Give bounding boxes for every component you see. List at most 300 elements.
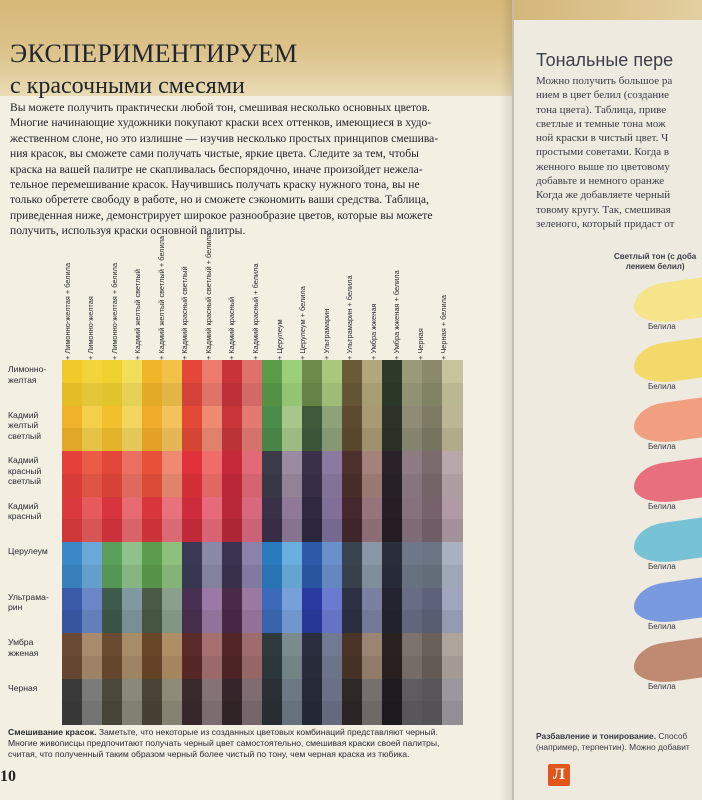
color-swatch-cell <box>262 428 283 451</box>
color-swatch-cell <box>142 406 163 429</box>
color-swatch-cell <box>422 474 443 497</box>
color-swatch-cell <box>182 656 203 679</box>
color-swatch-cell <box>422 497 443 520</box>
color-swatch-cell <box>382 633 403 656</box>
color-swatch-cell <box>362 565 383 588</box>
color-swatch-cell <box>182 565 203 588</box>
color-swatch-cell <box>382 428 403 451</box>
caption-line-1 <box>8 727 478 738</box>
color-swatch-cell <box>322 519 343 542</box>
color-swatch-cell <box>222 633 243 656</box>
color-swatch-cell <box>122 565 143 588</box>
color-swatch-cell <box>102 383 123 406</box>
color-swatch-cell <box>402 565 423 588</box>
color-swatch-cell <box>402 588 423 611</box>
color-swatch-cell <box>242 474 263 497</box>
color-swatch-cell <box>262 406 283 429</box>
color-swatch-cell <box>362 451 383 474</box>
color-swatch-cell <box>282 565 303 588</box>
color-swatch-cell <box>82 383 103 406</box>
color-swatch-cell <box>142 679 163 702</box>
page-number: 10 <box>0 768 16 785</box>
color-swatch-cell <box>102 679 123 702</box>
column-header-text: + Кадмий красный светлый + белила <box>203 233 213 360</box>
color-swatch-cell <box>402 519 423 542</box>
color-swatch-cell <box>322 701 343 724</box>
color-swatch-cell <box>202 656 223 679</box>
color-swatch-cell <box>242 701 263 724</box>
color-swatch-cell <box>282 656 303 679</box>
color-swatch-cell <box>202 542 223 565</box>
color-swatch-cell <box>262 383 283 406</box>
color-swatch-cell <box>342 360 363 383</box>
color-swatch-cell <box>282 610 303 633</box>
color-swatch-cell <box>102 701 123 724</box>
color-swatch-cell <box>122 679 143 702</box>
color-swatch-cell <box>242 565 263 588</box>
color-swatch-cell <box>142 360 163 383</box>
color-swatch-cell <box>342 428 363 451</box>
color-swatch-cell <box>442 588 463 611</box>
color-swatch-cell <box>182 360 203 383</box>
color-swatch-cell <box>382 565 403 588</box>
color-mixing-grid <box>62 360 462 724</box>
color-swatch-cell <box>282 474 303 497</box>
color-swatch-cell <box>342 701 363 724</box>
color-swatch-cell <box>182 610 203 633</box>
intro-line: ния красок, вы сможете сами получать чистые, яркие цвета. Следите за тем, чтобы <box>10 147 419 161</box>
color-swatch-cell <box>282 360 303 383</box>
column-header-text: + Лимонно-желтая <box>86 296 96 360</box>
color-swatch-cell <box>182 406 203 429</box>
color-swatch-cell <box>82 406 103 429</box>
color-swatch-cell <box>162 497 183 520</box>
column-header <box>203 233 227 360</box>
color-swatch-cell <box>222 679 243 702</box>
swatch-header-line-2: лением белил) <box>625 262 685 271</box>
color-swatch-cell <box>262 497 283 520</box>
color-swatch-cell <box>322 588 343 611</box>
tint-swatch <box>634 517 702 567</box>
color-swatch-cell <box>202 451 223 474</box>
column-header-text: + Кадмий красный <box>227 296 237 360</box>
color-swatch-cell <box>222 497 243 520</box>
color-swatch-cell <box>382 519 403 542</box>
color-swatch-cell <box>222 610 243 633</box>
color-swatch-cell <box>242 633 263 656</box>
column-header <box>109 240 133 360</box>
color-swatch-cell <box>222 656 243 679</box>
color-swatch-cell <box>102 610 123 633</box>
color-swatch-cell <box>342 588 363 611</box>
caption-line-1-text: Заметьте, что некоторые из созданных цветовых комбинаций представляют черный. <box>96 727 438 737</box>
color-swatch-cell <box>182 497 203 520</box>
color-swatch-cell <box>302 633 323 656</box>
swatch-label: Белила <box>648 562 676 571</box>
column-header <box>227 240 250 360</box>
color-swatch-cell <box>82 588 103 611</box>
swatch-label: Белила <box>648 502 676 511</box>
column-header <box>274 240 298 360</box>
color-swatch-cell <box>62 588 83 611</box>
color-swatch-cell <box>202 406 223 429</box>
color-swatch-cell <box>222 588 243 611</box>
right-body-line: светлые и темные тона мож <box>536 117 666 130</box>
color-swatch-cell <box>402 474 423 497</box>
color-swatch-cell <box>442 360 463 383</box>
color-swatch-cell <box>82 542 103 565</box>
color-swatch-cell <box>122 406 143 429</box>
caption-title: Смешивание красок. <box>8 727 97 737</box>
title-line-1: ЭКСПЕРИМЕНТИРУЕМ <box>10 39 298 68</box>
column-header-text: + Умбра жженая <box>368 303 378 360</box>
right-page-title: Тональные пере <box>536 50 674 70</box>
color-swatch-cell <box>242 428 263 451</box>
color-swatch-cell <box>122 610 143 633</box>
color-swatch-cell <box>122 497 143 520</box>
right-caption-line-1 <box>536 731 690 742</box>
color-swatch-cell <box>262 451 283 474</box>
swatch-table-header <box>614 252 696 272</box>
color-swatch-cell <box>242 497 263 520</box>
color-swatch-cell <box>162 565 183 588</box>
color-swatch-cell <box>442 679 463 702</box>
color-swatch-cell <box>442 406 463 429</box>
color-swatch-cell <box>62 383 83 406</box>
color-swatch-cell <box>302 656 323 679</box>
color-swatch-cell <box>102 519 123 542</box>
color-swatch-cell <box>102 633 123 656</box>
color-swatch-cell <box>82 451 103 474</box>
color-swatch-cell <box>202 428 223 451</box>
color-swatch-cell <box>62 360 83 383</box>
color-swatch-cell <box>222 428 243 451</box>
color-swatch-cell <box>402 451 423 474</box>
color-swatch-cell <box>322 679 343 702</box>
color-swatch-cell <box>342 519 363 542</box>
color-swatch-cell <box>362 474 383 497</box>
color-swatch-cell <box>422 656 443 679</box>
color-swatch-cell <box>122 588 143 611</box>
right-body-line: тона цвета). Таблица, приве <box>536 103 667 116</box>
page-title <box>10 38 298 102</box>
color-swatch-cell <box>62 519 83 542</box>
color-swatch-cell <box>282 588 303 611</box>
color-swatch-cell <box>382 610 403 633</box>
column-header-text: + Черная <box>415 328 425 360</box>
color-swatch-cell <box>302 542 323 565</box>
color-swatch-cell <box>82 656 103 679</box>
color-swatch-cell <box>162 679 183 702</box>
color-swatch-cell <box>222 360 243 383</box>
color-swatch-cell <box>402 360 423 383</box>
color-swatch-cell <box>82 679 103 702</box>
color-swatch-cell <box>222 565 243 588</box>
color-swatch-cell <box>242 656 263 679</box>
color-swatch-cell <box>182 451 203 474</box>
color-swatch-cell <box>102 360 123 383</box>
color-swatch-cell <box>382 701 403 724</box>
color-swatch-cell <box>362 679 383 702</box>
color-swatch-cell <box>142 701 163 724</box>
right-body-line: зеленого, который придаст от <box>536 217 675 230</box>
color-swatch-cell <box>162 542 183 565</box>
color-swatch-cell <box>102 474 123 497</box>
column-header <box>62 240 86 360</box>
right-body-line: добавьте и немного оранже <box>536 175 665 188</box>
color-swatch-cell <box>82 474 103 497</box>
color-swatch-cell <box>362 542 383 565</box>
swatch-label: Белила <box>648 622 676 631</box>
row-label: Кадмий желтый светлый <box>8 409 41 441</box>
color-swatch-cell <box>322 542 343 565</box>
color-swatch-cell <box>242 406 263 429</box>
color-swatch-cell <box>262 588 283 611</box>
color-swatch-cell <box>442 656 463 679</box>
color-swatch-cell <box>142 656 163 679</box>
color-swatch-cell <box>102 428 123 451</box>
color-swatch-cell <box>302 383 323 406</box>
color-swatch-cell <box>202 679 223 702</box>
color-swatch-cell <box>82 701 103 724</box>
color-swatch-cell <box>182 474 203 497</box>
color-swatch-cell <box>322 428 343 451</box>
color-swatch-cell <box>442 474 463 497</box>
color-swatch-cell <box>162 588 183 611</box>
column-header <box>86 240 109 360</box>
color-swatch-cell <box>62 497 83 520</box>
color-swatch-cell <box>142 497 163 520</box>
color-swatch-cell <box>442 542 463 565</box>
color-swatch-cell <box>162 428 183 451</box>
color-swatch-cell <box>202 383 223 406</box>
color-swatch-cell <box>322 360 343 383</box>
tint-swatch <box>634 577 702 627</box>
column-header <box>133 240 156 360</box>
color-swatch-cell <box>342 633 363 656</box>
color-swatch-cell <box>262 519 283 542</box>
color-swatch-cell <box>382 451 403 474</box>
color-swatch-cell <box>362 519 383 542</box>
color-swatch-cell <box>182 701 203 724</box>
color-swatch-cell <box>422 406 443 429</box>
color-swatch-cell <box>282 497 303 520</box>
color-swatch-cell <box>202 474 223 497</box>
color-swatch-cell <box>442 701 463 724</box>
color-swatch-cell <box>162 701 183 724</box>
color-swatch-cell <box>82 519 103 542</box>
color-swatch-cell <box>222 542 243 565</box>
color-swatch-cell <box>362 360 383 383</box>
color-swatch-cell <box>302 588 323 611</box>
color-swatch-cell <box>422 701 443 724</box>
color-swatch-cell <box>322 610 343 633</box>
color-swatch-cell <box>402 633 423 656</box>
color-swatch-cell <box>162 474 183 497</box>
color-swatch-cell <box>402 383 423 406</box>
color-swatch-cell <box>382 656 403 679</box>
color-swatch-cell <box>82 565 103 588</box>
color-swatch-cell <box>102 656 123 679</box>
color-swatch-cell <box>402 679 423 702</box>
color-swatch-cell <box>202 519 223 542</box>
right-body-line: нием в цвет белил (создание <box>536 89 670 102</box>
color-swatch-cell <box>322 451 343 474</box>
color-swatch-cell <box>222 406 243 429</box>
figure-caption <box>8 727 478 760</box>
color-swatch-cell <box>362 610 383 633</box>
row-label: Умбра жженая <box>8 637 39 658</box>
color-swatch-cell <box>262 656 283 679</box>
color-swatch-cell <box>382 383 403 406</box>
color-swatch-cell <box>442 383 463 406</box>
color-swatch-cell <box>62 474 83 497</box>
color-swatch-cell <box>322 474 343 497</box>
swatch-label: Белила <box>648 442 676 451</box>
color-swatch-cell <box>82 633 103 656</box>
color-swatch-cell <box>362 701 383 724</box>
column-header <box>156 235 180 360</box>
color-swatch-cell <box>182 542 203 565</box>
caption-line-2: Многие живописцы предпочитают получать черный цвет самостоятельно, смешивая краски своей палитры, <box>8 738 440 748</box>
color-swatch-cell <box>62 701 83 724</box>
intro-paragraph <box>10 100 470 239</box>
color-swatch-cell <box>342 451 363 474</box>
color-swatch-cell <box>282 542 303 565</box>
color-swatch-cell <box>442 428 463 451</box>
color-swatch-cell <box>282 679 303 702</box>
color-swatch-cell <box>122 474 143 497</box>
color-swatch-cell <box>62 451 83 474</box>
intro-line: тельное перемешивание красок. Научившись получать краску нужного тона, вы не <box>10 178 420 192</box>
color-swatch-cell <box>282 428 303 451</box>
color-swatch-cell <box>102 588 123 611</box>
color-swatch-cell <box>402 610 423 633</box>
color-swatch-cell <box>402 406 423 429</box>
color-swatch-cell <box>102 497 123 520</box>
color-swatch-cell <box>142 588 163 611</box>
color-swatch-cell <box>422 360 443 383</box>
color-swatch-cell <box>442 519 463 542</box>
right-body-line: ной краски в чистый цвет. Ч <box>536 132 669 145</box>
color-swatch-cell <box>302 428 323 451</box>
color-swatch-cell <box>242 588 263 611</box>
color-swatch-cell <box>382 360 403 383</box>
color-swatch-cell <box>422 588 443 611</box>
color-swatch-cell <box>442 451 463 474</box>
color-swatch-cell <box>322 633 343 656</box>
color-swatch-cell <box>302 497 323 520</box>
color-swatch-cell <box>142 428 163 451</box>
column-header <box>251 240 274 360</box>
color-swatch-cell <box>422 519 443 542</box>
color-swatch-cell <box>142 474 163 497</box>
title-line-2: с красочными смесями <box>10 73 245 99</box>
column-header-text: + Церулеум <box>274 319 284 360</box>
column-header-text: + Ультрамарин + белила <box>345 275 355 360</box>
intro-line: Многие начинающие художники покупают краски всех оттенков, имеющиеся в худо- <box>10 116 432 130</box>
intro-line: только обретете свободу в работе, но и сможете сэкономить ваши средства. Таблица, <box>10 193 429 207</box>
color-swatch-cell <box>402 497 423 520</box>
color-swatch-cell <box>242 383 263 406</box>
color-swatch-cell <box>422 610 443 633</box>
color-swatch-cell <box>282 633 303 656</box>
right-caption-line-2: (например, терпентин). Можно добавит <box>536 742 690 752</box>
column-header <box>298 240 321 360</box>
tint-swatch <box>634 337 702 387</box>
color-swatch-cell <box>242 542 263 565</box>
color-swatch-cell <box>302 451 323 474</box>
column-header-text: + Лимонно-желтая + белила <box>62 262 72 360</box>
color-swatch-cell <box>322 383 343 406</box>
color-swatch-cell <box>262 610 283 633</box>
color-swatch-cell <box>162 360 183 383</box>
color-swatch-cell <box>382 474 403 497</box>
color-swatch-cell <box>342 542 363 565</box>
column-header <box>321 240 345 360</box>
mixing-table-column-headers <box>60 234 470 360</box>
color-swatch-cell <box>82 497 103 520</box>
color-swatch-cell <box>122 701 143 724</box>
row-label: Кадмий красный светлый <box>8 455 42 486</box>
color-swatch-cell <box>402 542 423 565</box>
swatch-label: Белила <box>648 382 676 391</box>
color-swatch-cell <box>262 360 283 383</box>
color-swatch-cell <box>122 451 143 474</box>
color-swatch-cell <box>102 451 123 474</box>
column-header-text: + Ультрамарин <box>321 308 331 360</box>
color-swatch-cell <box>242 451 263 474</box>
color-swatch-cell <box>202 588 223 611</box>
color-swatch-cell <box>302 360 323 383</box>
color-swatch-cell <box>422 383 443 406</box>
intro-line: получить, используя краски основной палитры. <box>10 224 246 238</box>
color-swatch-cell <box>362 406 383 429</box>
color-swatch-cell <box>182 679 203 702</box>
color-swatch-cell <box>102 565 123 588</box>
color-swatch-cell <box>202 360 223 383</box>
caption-line-3: считая, что полученный таким образом черный более чистый по тону, чем черная краска из тюбика. <box>8 749 410 759</box>
column-header <box>415 240 439 360</box>
swatch-label: Белила <box>648 322 676 331</box>
color-swatch-cell <box>142 383 163 406</box>
color-swatch-cell <box>302 519 323 542</box>
color-swatch-cell <box>122 360 143 383</box>
column-header-text: + Кадмий желтый светлый + белила <box>156 235 166 360</box>
color-swatch-cell <box>62 428 83 451</box>
color-swatch-cell <box>122 656 143 679</box>
color-swatch-cell <box>402 428 423 451</box>
right-body-line: простыми советами. Когда в <box>536 146 670 159</box>
color-swatch-cell <box>342 656 363 679</box>
color-swatch-cell <box>202 565 223 588</box>
color-swatch-cell <box>302 679 323 702</box>
color-swatch-cell <box>442 610 463 633</box>
color-swatch-cell <box>262 679 283 702</box>
color-swatch-cell <box>202 633 223 656</box>
column-header-text: + Кадмий красный светлый <box>180 266 190 360</box>
color-swatch-cell <box>62 610 83 633</box>
color-swatch-cell <box>322 656 343 679</box>
color-swatch-cell <box>382 542 403 565</box>
right-body-line: товому кругу. Так, смешивая <box>536 203 671 216</box>
color-swatch-cell <box>122 383 143 406</box>
row-label: Черная <box>8 682 38 693</box>
color-swatch-cell <box>182 383 203 406</box>
column-header-text: + Черная + белила <box>439 294 449 360</box>
color-swatch-cell <box>82 360 103 383</box>
color-swatch-cell <box>142 610 163 633</box>
